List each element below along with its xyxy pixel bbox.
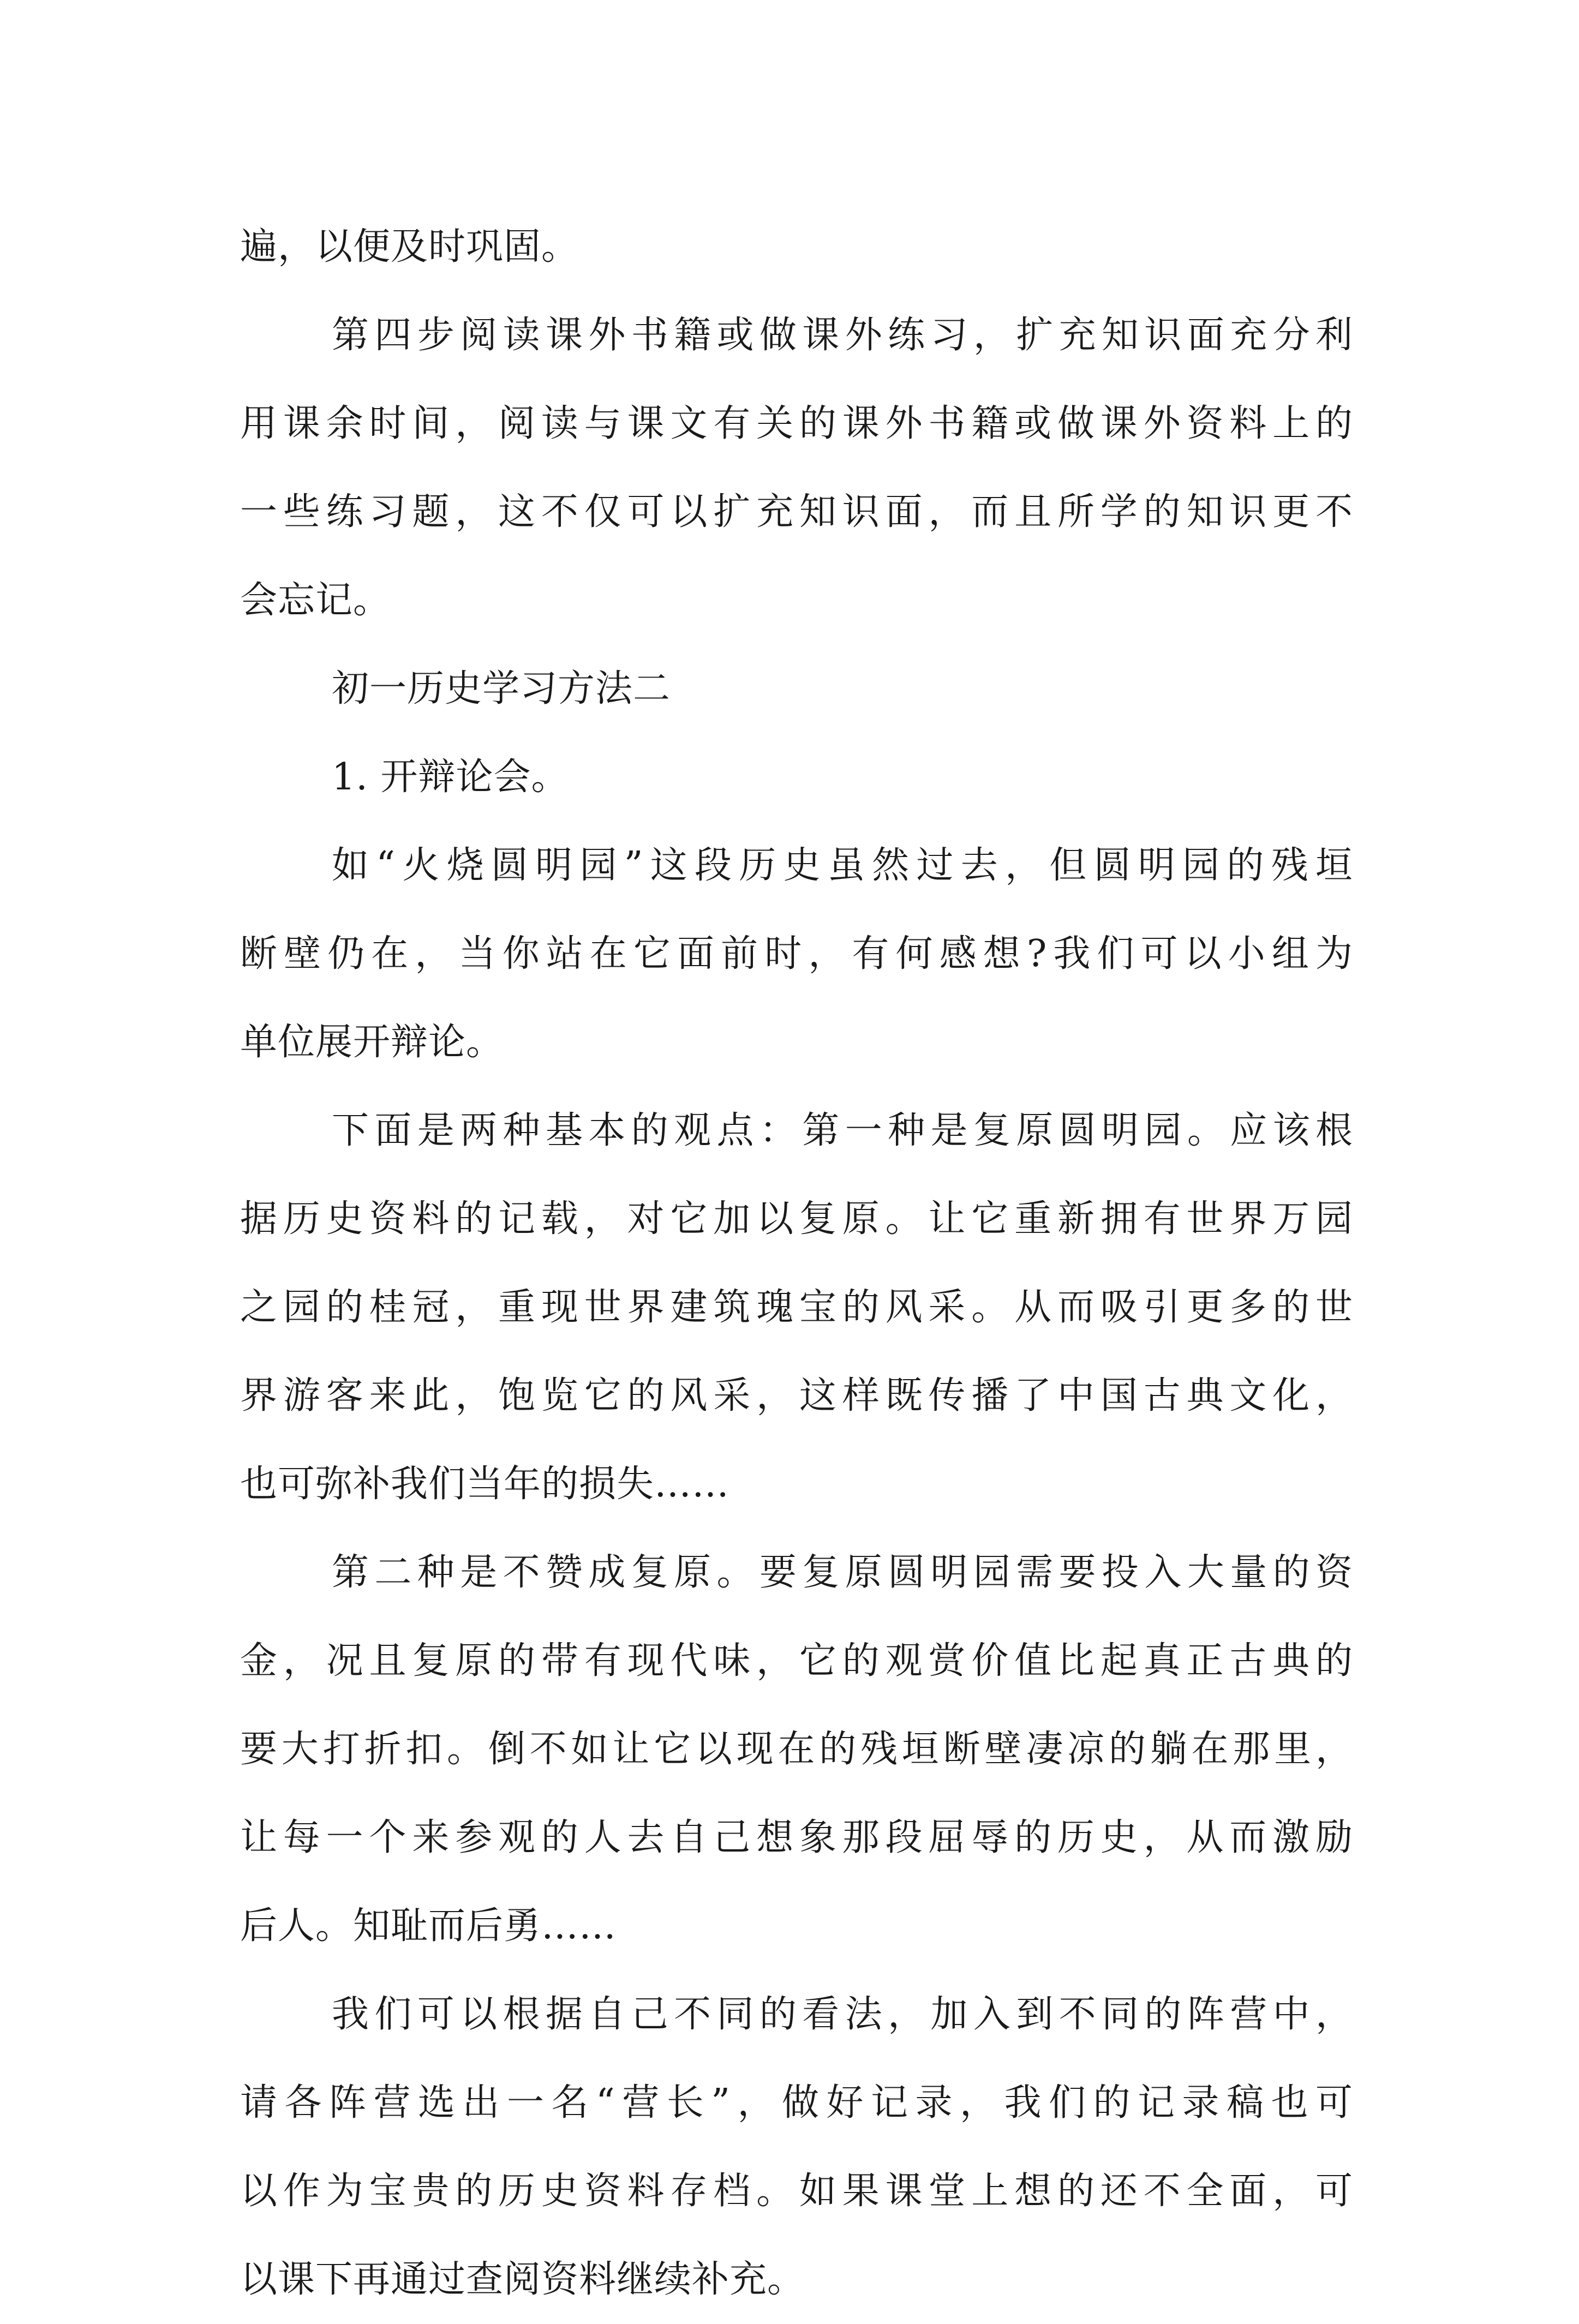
paragraph-line: 第二种是不赞成复原。要复原圆明园需要投入大量的资 <box>332 1551 1353 1594</box>
paragraph-line: 用课余时间，阅读与课文有关的课外书籍或做课外资料上的 <box>240 402 1353 445</box>
paragraph-line: 下面是两种基本的观点：第一种是复原圆明园。应该根 <box>332 1109 1353 1152</box>
paragraph-line: 会忘记。 <box>240 579 391 622</box>
paragraph-line: 请各阵营选出一名“营长”，做好记录，我们的记录稿也可 <box>240 2081 1353 2124</box>
paragraph-line: 断壁仍在，当你站在它面前时，有何感想?我们可以小组为 <box>240 932 1353 975</box>
paragraph-line: 金，况且复原的带有现代味，它的观赏价值比起真正古典的 <box>240 1639 1353 1682</box>
paragraph-line: 之园的桂冠，重现世界建筑瑰宝的风采。从而吸引更多的世 <box>240 1286 1353 1329</box>
paragraph-line: 遍，以便及时巩固。 <box>240 225 579 268</box>
paragraph-line: 一些练习题，这不仅可以扩充知识面，而且所学的知识更不 <box>240 490 1353 534</box>
paragraph-line: 以课下再通过查阅资料继续补充。 <box>240 2258 805 2301</box>
paragraph-line: 单位展开辩论。 <box>240 1021 504 1064</box>
section-heading: 初一历史学习方法二 <box>332 667 671 710</box>
paragraph-line: 要大打折扣。倒不如让它以现在的残垣断壁凄凉的躺在那里， <box>240 1728 1353 1771</box>
paragraph-line: 也可弥补我们当年的损失…… <box>240 1463 730 1506</box>
paragraph-line: 据历史资料的记载，对它加以复原。让它重新拥有世界万园 <box>240 1197 1353 1241</box>
numbered-subheading: 1. 开辩论会。 <box>332 756 569 799</box>
paragraph-line: 我们可以根据自己不同的看法，加入到不同的阵营中， <box>332 1993 1353 2036</box>
paragraph-line: 以作为宝贵的历史资料存档。如果课堂上想的还不全面，可 <box>240 2170 1353 2213</box>
paragraph-line: 让每一个来参观的人去自己想象那段屈辱的历史，从而激励 <box>240 1816 1353 1859</box>
paragraph-line: 后人。知耻而后勇…… <box>240 1904 617 1948</box>
paragraph-line: 界游客来此，饱览它的风采，这样既传播了中国古典文化， <box>240 1374 1353 1417</box>
paragraph-line: 第四步阅读课外书籍或做课外练习，扩充知识面充分利 <box>332 314 1353 357</box>
document-body <box>240 203 1353 2324</box>
paragraph-line: 如“火烧圆明园”这段历史虽然过去，但圆明园的残垣 <box>332 844 1353 887</box>
